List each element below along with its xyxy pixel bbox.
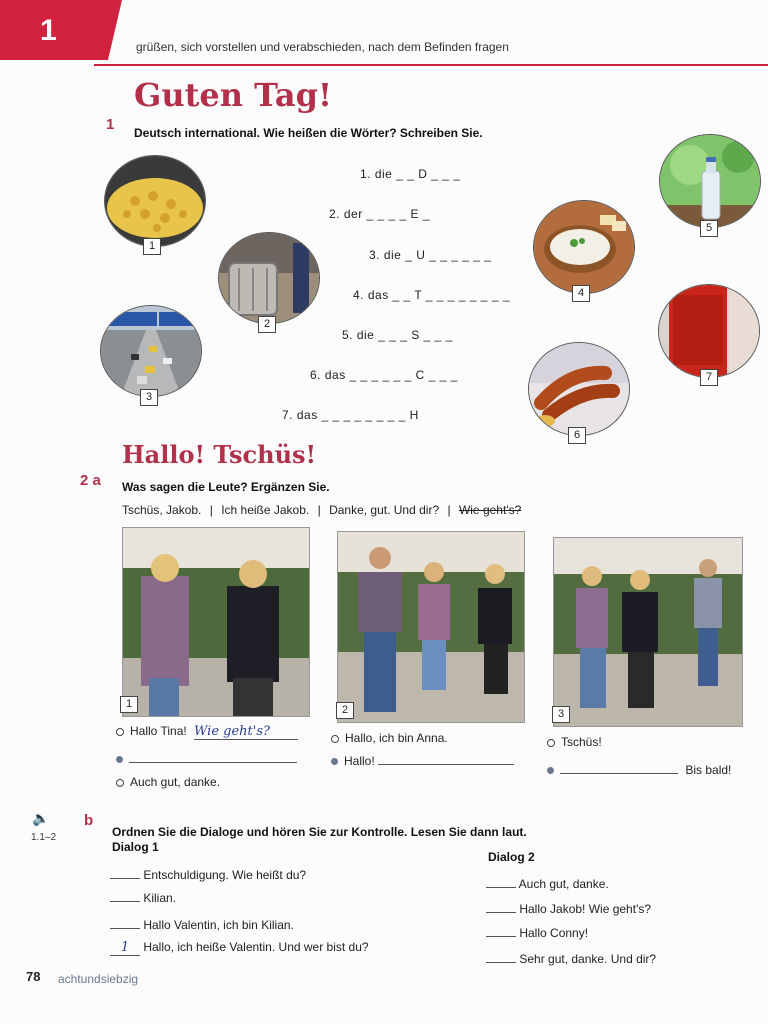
dialog1-order-line: Entschuldigung. Wie heißt du? [110,868,306,882]
speaker-filled-bullet [331,758,338,765]
photo-sausage [528,342,630,436]
order-field[interactable] [486,936,516,937]
word-3: 3. die _ U _ _ _ _ _ _ [369,248,492,262]
phrase-4-used: Wie geht's? [458,503,522,517]
dialog3-blank-field[interactable] [560,773,678,774]
dialog2-order-line: Auch gut, danke. [486,877,609,891]
dialog2-line2: Hallo! [331,754,514,768]
dialog3-line2: Bis bald! [547,763,731,777]
phrase-3: Danke, gut. Und dir? [329,503,440,517]
scene-2-image [338,532,524,722]
water-bottle-image [660,135,760,227]
audio-track-number: 1.1–2 [31,832,57,843]
header-divider [94,64,768,66]
exercise-2a-instruction: Was sagen die Leute? Ergänzen Sie. [122,480,330,494]
phrase-1: Tschüs, Jakob. [122,503,202,517]
sweater-image [659,285,759,377]
order-field[interactable] [110,901,140,902]
dialog2-order-line: Sehr gut, danke. Und dir? [486,952,656,966]
dialog2-order-line: Hallo Conny! [486,926,588,940]
photo-number-1: 1 [143,238,161,255]
photo-number-6: 6 [568,427,586,444]
photo-bread [533,200,635,294]
scene-number-3: 3 [552,706,570,723]
sausage-image [529,343,629,435]
phrase-separator: | [209,503,213,517]
dialog1-answer-field[interactable]: Wie geht's? [194,724,298,740]
dialog2-line1: Hallo, ich bin Anna. [331,731,448,745]
scene-1-image [123,528,309,716]
exercise-2a-number: 2 a [80,472,101,489]
highway-image [101,306,201,396]
phrase-separator: | [447,503,451,517]
chapter-number: 1 [40,14,57,47]
word-4: 4. das _ _ T _ _ _ _ _ _ _ _ [353,288,510,302]
speaker-open-bullet [331,735,339,743]
photo-number-3: 3 [140,389,158,406]
photo-number-2: 2 [258,316,276,333]
word-7: 7. das _ _ _ _ _ _ _ _ H [282,408,419,422]
scene-photo-1 [122,527,310,717]
photo-highway [100,305,202,397]
dialog2-order-line: Hallo Jakob! Wie geht's? [486,902,651,916]
photo-water-bottle [659,134,761,228]
page-number: 78 [26,969,41,984]
dialog1-order-line: Hallo Valentin, ich bin Kilian. [110,918,294,932]
dialog1-line3: Auch gut, danke. [116,775,220,789]
exercise-1-instruction: Deutsch international. Wie heißen die Wörter? Schreiben Sie. [134,126,483,140]
word-2: 2. der _ _ _ _ E _ [329,207,431,221]
order-field[interactable] [486,912,516,913]
phrase-separator: | [317,503,321,517]
dialog1-line1: Hallo Tina! Wie geht's? [116,724,298,740]
scene-3-image [554,538,742,726]
scene-number-2: 2 [336,702,354,719]
word-6: 6. das _ _ _ _ _ _ C _ _ _ [310,368,458,382]
dialog2-title: Dialog 2 [488,850,535,864]
word-1: 1. die _ _ D _ _ _ [360,167,461,181]
dialog3-line1: Tschüs! [547,735,602,749]
section-title: Hallo! Tschüs! [122,440,317,469]
scene-photo-3 [553,537,743,727]
pasta-image [105,156,205,246]
dialog2-blank-field[interactable] [378,764,514,765]
dialog1-line2 [116,752,297,766]
order-field[interactable] [486,962,516,963]
order-field[interactable] [486,887,516,888]
photo-suitcase [218,232,320,324]
dialog1-order-line: Kilian. [110,891,176,905]
photo-sweater [658,284,760,378]
speaker-filled-bullet [116,756,123,763]
dialog1-title: Dialog 1 [112,840,159,854]
speaker-filled-bullet [547,767,554,774]
suitcase-image [219,233,319,323]
speaker-open-bullet [116,728,124,736]
order-field[interactable] [110,928,140,929]
bread-image [534,201,634,293]
scene-number-1: 1 [120,696,138,713]
order-field-filled[interactable]: 1 [110,940,140,956]
speaker-icon[interactable]: 🔈 [32,810,50,826]
chapter-subtitle: grüßen, sich vorstellen und verabschieden, nach dem Befinden fragen [136,40,509,54]
photo-pasta [104,155,206,247]
speaker-open-bullet [116,779,124,787]
phrase-bank [122,503,521,517]
scene-photo-2 [337,531,525,723]
page-title: Guten Tag! [134,76,333,114]
word-5: 5. die _ _ _ S _ _ _ [342,328,453,342]
dialog1-blank-field[interactable] [129,762,297,763]
photo-number-5: 5 [700,220,718,237]
exercise-2b-instruction: Ordnen Sie die Dialoge und hören Sie zur Kontrolle. Lesen Sie dann laut. [112,825,527,839]
photo-number-7: 7 [700,369,718,386]
page-number-word: achtundsiebzig [58,972,139,986]
phrase-2: Ich heiße Jakob. [221,503,310,517]
exercise-2b-letter: b [84,812,94,829]
order-field[interactable] [110,878,140,879]
dialog1-order-line: 1 Hallo, ich heiße Valentin. Und wer bist du? [110,940,369,956]
exercise-1-number: 1 [106,116,115,133]
photo-number-4: 4 [572,285,590,302]
speaker-open-bullet [547,739,555,747]
